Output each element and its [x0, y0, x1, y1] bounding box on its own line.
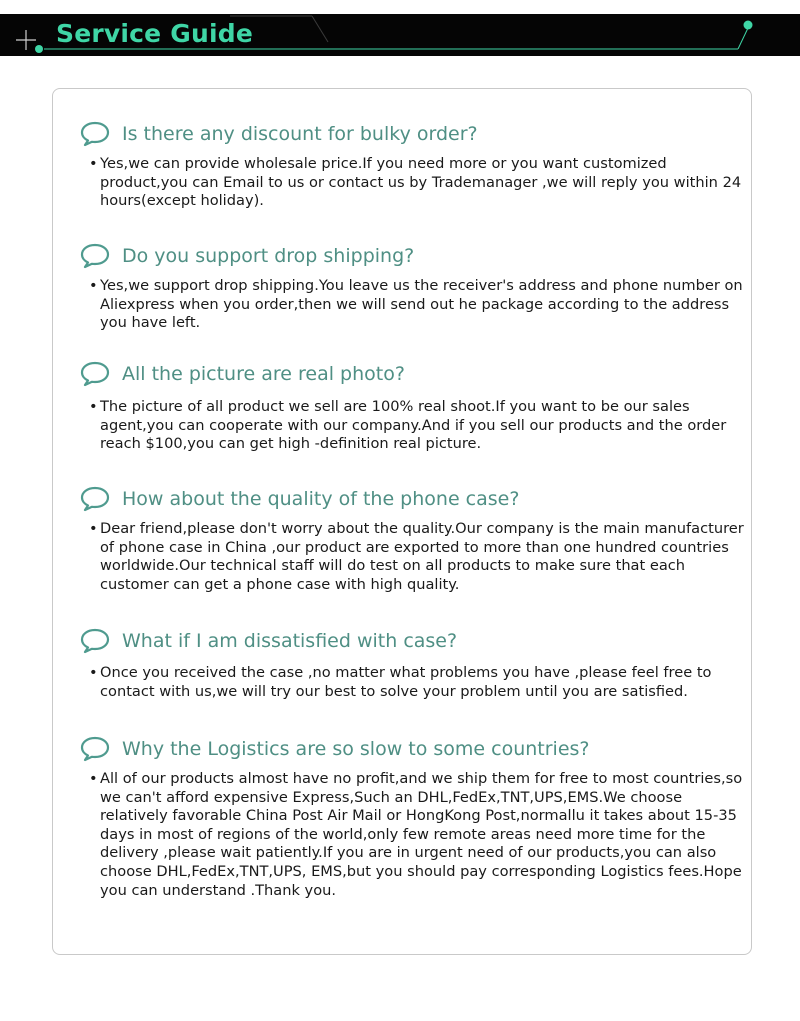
faq-answer-text: The picture of all product we sell are 100% real shoot.If you want to be our sales agent,you can cooperate with our company.And if you sell our products and the order reach $100,you can get high -definition real picture. — [100, 398, 727, 453]
faq-answer-text: Dear friend,please don't worry about the quality.Our company is the main manufacturer of phone case in China ,our product are exported to more than one hundred countries worldwide.Our technical staff will do test on all products to make sure that each customer can get a phone case with high quality. — [100, 520, 744, 593]
header-banner — [0, 14, 800, 56]
faq-answer-3 — [89, 398, 749, 454]
faq-question-2 — [80, 242, 414, 270]
faq-question-text: Why the Logistics are so slow to some countries? — [122, 738, 590, 760]
bullet-icon: • — [89, 770, 98, 787]
faq-question-text: Is there any discount for bulky order? — [122, 123, 478, 145]
faq-question-text: How about the quality of the phone case? — [122, 488, 520, 510]
faq-question-5 — [80, 627, 457, 655]
faq-answer-text: Yes,we support drop shipping.You leave us the receiver's address and phone number on Aliexpress when you order,then we will send out he package according to the address you have left. — [100, 277, 743, 332]
faq-answer-2 — [89, 277, 749, 333]
faq-question-4 — [80, 485, 519, 513]
faq-question-text: What if I am dissatisfied with case? — [122, 630, 458, 652]
bullet-icon: • — [89, 155, 98, 172]
bullet-icon: • — [89, 520, 98, 537]
page-title: Service Guide — [56, 19, 253, 48]
faq-answer-text: Once you received the case ,no matter what problems you have ,please feel free to contact with us,we will try our best to solve your problem until you are satisfied. — [100, 664, 712, 700]
faq-question-3 — [80, 360, 405, 388]
faq-answer-5 — [89, 664, 749, 701]
faq-question-text: All the picture are real photo? — [122, 363, 405, 385]
faq-question-1 — [80, 120, 478, 148]
speech-bubble-icon — [80, 486, 110, 512]
speech-bubble-icon — [80, 243, 110, 269]
faq-answer-4 — [89, 520, 749, 594]
faq-question-text: Do you support drop shipping? — [122, 245, 415, 267]
speech-bubble-icon — [80, 736, 110, 762]
faq-question-6 — [80, 735, 590, 763]
bullet-icon: • — [89, 664, 98, 681]
faq-answer-1 — [89, 155, 749, 211]
bullet-icon: • — [89, 398, 98, 415]
speech-bubble-icon — [80, 361, 110, 387]
speech-bubble-icon — [80, 121, 110, 147]
faq-answer-6 — [89, 770, 749, 900]
faq-answer-text: All of our products almost have no profit,and we ship them for free to most countries,so we can't afford expensive Express,Such an DHL,FedEx,TNT,UPS,EMS.We choose relatively favorable China Post Air Mail or HongKong Post,normallu it takes about 15-35 days in most of regions of the world,only few remote areas need more time for the delivery ,please wait patiently.If you are in urgent need of our products,you can also choose DHL,FedEx,TNT,UPS, EMS,but you should pay corresponding Logistics fees.Hope you can understand .Thank you. — [100, 770, 743, 899]
speech-bubble-icon — [80, 628, 110, 654]
bullet-icon: • — [89, 277, 98, 294]
faq-answer-text: Yes,we can provide wholesale price.If you need more or you want customized product,you can Email to us or contact us by Trademanager ,we will reply you within 24 hours(except holiday). — [100, 155, 742, 210]
